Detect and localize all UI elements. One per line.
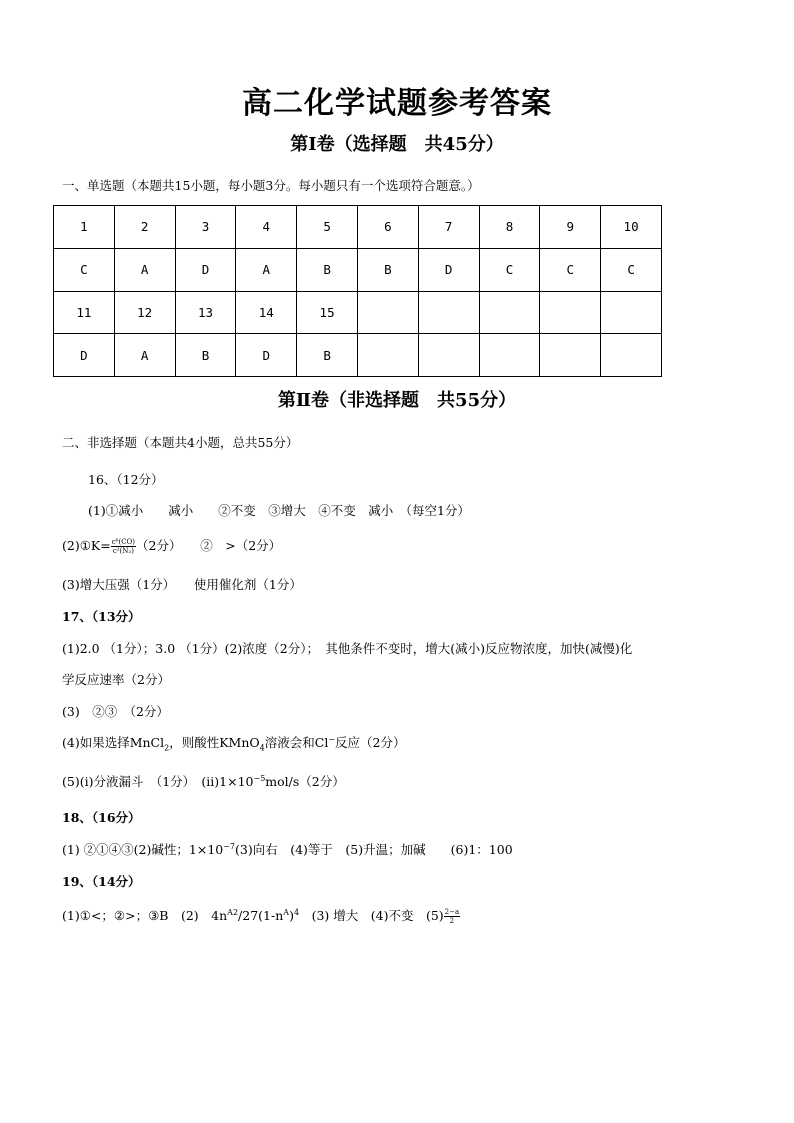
table-cell: 1 bbox=[54, 206, 115, 249]
table-cell: C bbox=[479, 248, 540, 291]
table-cell bbox=[418, 334, 479, 377]
q16-l2-prefix: (2)①K= bbox=[62, 538, 111, 553]
table-cell bbox=[479, 334, 540, 377]
table-cell: 15 bbox=[297, 291, 358, 334]
table-cell: 9 bbox=[540, 206, 601, 249]
table-cell: 3 bbox=[175, 206, 236, 249]
table-cell: D bbox=[236, 334, 297, 377]
q17-line1b: 学反应速率（2分） bbox=[62, 672, 170, 687]
table-cell: 13 bbox=[175, 291, 236, 334]
q18-line1 bbox=[62, 840, 513, 858]
table-cell bbox=[540, 291, 601, 334]
table-cell bbox=[601, 334, 662, 377]
subscript-4: 4 bbox=[259, 743, 265, 753]
q19-l1-part: (3) 增大 (4)不变 (5) bbox=[311, 908, 444, 923]
table-cell: D bbox=[54, 334, 115, 377]
table-cell: A bbox=[114, 334, 175, 377]
table-cell bbox=[479, 291, 540, 334]
q17-l3-part: (4)如果选择MnCl bbox=[62, 735, 165, 750]
q16-line2 bbox=[62, 536, 281, 555]
table-cell bbox=[357, 334, 418, 377]
superscript-minus: − bbox=[328, 734, 336, 744]
subscript-2: 2 bbox=[164, 743, 170, 753]
table-row bbox=[54, 291, 662, 334]
table-row bbox=[54, 206, 662, 249]
q17-l3-part: ，则酸性KMnO bbox=[169, 735, 260, 750]
part1-heading: 一、单选题（本题共15小题，每小题3分。每小题只有一个选项符合题意。） bbox=[62, 178, 480, 193]
q16-line3: (3)增大压强（1分） 使用催化剂（1分） bbox=[62, 577, 302, 592]
table-cell: B bbox=[175, 334, 236, 377]
table-cell: 6 bbox=[357, 206, 418, 249]
page-title: 高二化学试题参考答案 bbox=[242, 86, 552, 121]
table-cell: B bbox=[297, 248, 358, 291]
q19-l1-part: ) bbox=[289, 908, 294, 923]
table-cell: B bbox=[297, 334, 358, 377]
table-cell: D bbox=[418, 248, 479, 291]
q17-line4 bbox=[62, 772, 345, 790]
exponent: −5 bbox=[253, 773, 266, 783]
q16-l2-suffix: （2分） ② >（2分） bbox=[136, 538, 282, 553]
table-row bbox=[54, 334, 662, 377]
q17-l3-part: 溶液会和Cl bbox=[264, 735, 329, 750]
fraction-numerator: 2−a bbox=[444, 908, 460, 916]
fraction-denominator: c²(N₂) bbox=[112, 547, 134, 555]
superscript-A: A bbox=[283, 907, 290, 917]
table-cell: D bbox=[175, 248, 236, 291]
q19-header: 19、（14分） bbox=[62, 874, 141, 889]
fraction-denominator: 2 bbox=[449, 917, 455, 925]
answer-fraction bbox=[444, 908, 461, 925]
q17-l4-part: mol/s（2分） bbox=[265, 774, 345, 789]
table-cell: A bbox=[236, 248, 297, 291]
equilibrium-constant-fraction bbox=[111, 538, 136, 555]
section2-title: 第Ⅱ卷（非选择题 共55分） bbox=[277, 390, 517, 411]
q18-l1-part: (3)向右 (4)等于 (5)升温；加碱 (6)1：100 bbox=[235, 842, 513, 857]
q18-l1-part: (1) ②①④③(2)碱性；1×10 bbox=[62, 842, 224, 857]
q17-line2: (3) ②③ （2分） bbox=[62, 704, 169, 719]
table-cell: C bbox=[601, 248, 662, 291]
table-cell bbox=[418, 291, 479, 334]
q16-header: 16、（12分） bbox=[88, 472, 164, 487]
table-cell bbox=[601, 291, 662, 334]
table-cell: 4 bbox=[236, 206, 297, 249]
part2-heading: 二、非选择题（本题共4小题，总共55分） bbox=[62, 435, 299, 450]
q17-l4-part: (5)(ⅰ)分液漏斗 （1分） (ⅱ)1×10 bbox=[62, 774, 254, 789]
q17-l3-part: 反应（2分） bbox=[335, 735, 406, 750]
table-cell: 8 bbox=[479, 206, 540, 249]
section1-title: 第Ⅰ卷（选择题 共45分） bbox=[290, 134, 504, 155]
table-cell: B bbox=[357, 248, 418, 291]
superscript-4: 4 bbox=[293, 907, 300, 917]
table-cell bbox=[357, 291, 418, 334]
table-row bbox=[54, 248, 662, 291]
table-cell bbox=[540, 334, 601, 377]
table-cell: 2 bbox=[114, 206, 175, 249]
q17-header: 17、（13分） bbox=[62, 609, 141, 624]
table-cell: 5 bbox=[297, 206, 358, 249]
q16-line1: (1)①减小 减小 ②不变 ③增大 ④不变 减小 （每空1分） bbox=[88, 503, 470, 518]
q17-line1a: (1)2.0 （1分）；3.0 （1分）(2)浓度（2分）； 其他条件不变时，增大(减小)反应物浓度，加快(减慢)化 bbox=[62, 641, 633, 656]
table-cell: 11 bbox=[54, 291, 115, 334]
q17-line3 bbox=[62, 733, 405, 753]
table-cell: A bbox=[114, 248, 175, 291]
table-cell: 10 bbox=[601, 206, 662, 249]
table-cell: 12 bbox=[114, 291, 175, 334]
fraction-numerator: c⁶(CO) bbox=[111, 538, 136, 546]
table-cell: C bbox=[540, 248, 601, 291]
q19-l1-part: /27(1-n bbox=[238, 908, 284, 923]
q19-line1 bbox=[62, 906, 460, 925]
answer-table bbox=[53, 205, 662, 377]
q18-header: 18、（16分） bbox=[62, 810, 141, 825]
exponent: −7 bbox=[223, 841, 236, 851]
table-cell: C bbox=[54, 248, 115, 291]
table-cell: 14 bbox=[236, 291, 297, 334]
q19-l1-part: (1)①<；②>；③B (2) 4n bbox=[62, 908, 228, 923]
table-cell: 7 bbox=[418, 206, 479, 249]
superscript-A2: A2 bbox=[227, 907, 239, 917]
